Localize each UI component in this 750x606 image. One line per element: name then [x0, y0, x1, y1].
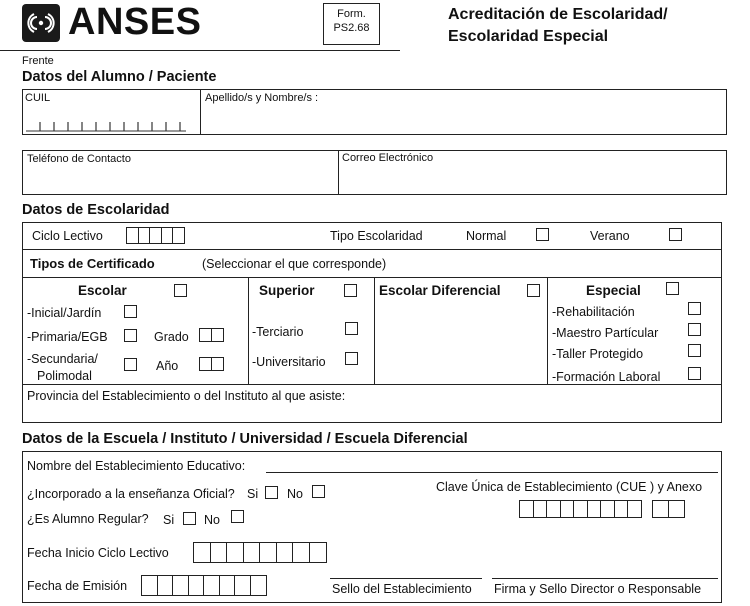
escolar-title: Escolar	[78, 283, 127, 298]
escolar-checkbox[interactable]	[174, 284, 187, 297]
inicial-label: -Inicial/Jardín	[27, 306, 102, 320]
secundaria-checkbox[interactable]	[124, 358, 137, 371]
incorporado-si-label: Si	[247, 487, 259, 501]
anexo-input[interactable]	[652, 500, 683, 518]
anses-logo	[22, 1, 212, 44]
rehabilitacion-label: -Rehabilitación	[552, 305, 635, 319]
form-label: Form.	[337, 8, 366, 20]
section-title-alumno: Datos del Alumno / Paciente	[22, 69, 217, 85]
superior-title: Superior	[259, 283, 315, 298]
normal-checkbox[interactable]	[536, 228, 549, 241]
anses-logo-icon	[22, 4, 60, 42]
apellido-label: Apellido/s y Nombre/s :	[205, 92, 319, 104]
firma-line	[492, 578, 718, 579]
fecha-emision-label: Fecha de Emisión	[27, 579, 128, 593]
maestro-checkbox[interactable]	[688, 323, 701, 336]
tipos-certificado-label: Tipos de Certificado	[30, 256, 155, 271]
incorporado-label: ¿Incorporado a la enseñanza Oficial?	[27, 487, 235, 501]
regular-si-checkbox[interactable]	[183, 512, 196, 525]
especial-checkbox[interactable]	[666, 282, 679, 295]
tipo-escolaridad-label: Tipo Escolaridad	[330, 229, 423, 243]
incorporado-no-label: No	[287, 487, 303, 501]
primaria-checkbox[interactable]	[124, 329, 137, 342]
sello-label: Sello del Establecimiento	[332, 582, 472, 596]
universitario-checkbox[interactable]	[345, 352, 358, 365]
provincia-label: Provincia del Establecimiento o del Instituto al que asiste:	[27, 389, 346, 403]
anio-input[interactable]	[199, 357, 222, 371]
provincia-input[interactable]	[26, 403, 716, 421]
side-label: Frente	[22, 55, 54, 67]
incorporado-si-checkbox[interactable]	[265, 486, 278, 499]
form-code-box	[323, 3, 380, 45]
sello-line	[330, 578, 482, 579]
cuil-label: CUIL	[25, 92, 51, 104]
correo-label: Correo Electrónico	[342, 152, 434, 164]
terciario-label: -Terciario	[252, 325, 304, 339]
ciclo-lectivo-label: Ciclo Lectivo	[32, 229, 103, 243]
diferencial-checkbox[interactable]	[527, 284, 540, 297]
normal-label: Normal	[466, 229, 507, 243]
telefono-label: Teléfono de Contacto	[27, 153, 131, 165]
regular-label: ¿Es Alumno Regular?	[27, 512, 149, 526]
grado-label: Grado	[154, 330, 189, 344]
primaria-label: -Primaria/EGB	[27, 330, 108, 344]
grado-input[interactable]	[199, 328, 222, 342]
rehabilitacion-checkbox[interactable]	[688, 302, 701, 315]
nombre-establecimiento-line[interactable]	[266, 472, 718, 473]
fecha-inicio-label: Fecha Inicio Ciclo Lectivo	[27, 546, 169, 560]
ciclo-lectivo-input[interactable]	[126, 227, 184, 244]
section-title-escolaridad: Datos de Escolaridad	[22, 202, 170, 218]
clave-cue-label: Clave Única de Establecimiento (CUE ) y Anexo	[436, 480, 703, 494]
taller-label: -Taller Protegido	[552, 347, 644, 361]
form-title-2: Escolaridad Especial	[448, 28, 609, 45]
regular-no-checkbox[interactable]	[231, 510, 244, 523]
incorporado-no-checkbox[interactable]	[312, 485, 325, 498]
formacion-label: -Formación Laboral	[552, 370, 661, 384]
form-code: PS2.68	[333, 22, 370, 34]
firma-label: Firma y Sello Director o Responsable	[494, 582, 702, 596]
regular-no-label: No	[204, 513, 220, 527]
inicial-checkbox[interactable]	[124, 305, 137, 318]
apellido-input[interactable]	[205, 108, 720, 132]
especial-title: Especial	[586, 283, 641, 298]
section-title-escuela: Datos de la Escuela / Instituto / Universidad / Escuela Diferencial	[22, 431, 468, 447]
form-title-1: Acreditación de Escolaridad/	[448, 6, 668, 23]
terciario-checkbox[interactable]	[345, 322, 358, 335]
verano-checkbox[interactable]	[669, 228, 682, 241]
telefono-input[interactable]	[26, 168, 334, 192]
nombre-establecimiento-label: Nombre del Establecimiento Educativo:	[27, 459, 246, 473]
secundaria-label-2: Polimodal	[37, 369, 92, 383]
anses-logo-text: ANSES	[68, 1, 202, 43]
diferencial-title: Escolar Diferencial	[379, 283, 501, 298]
formacion-checkbox[interactable]	[688, 367, 701, 380]
seleccionar-label: (Seleccionar el que corresponde)	[202, 257, 387, 271]
verano-label: Verano	[590, 229, 630, 243]
regular-si-label: Si	[163, 513, 175, 527]
cue-input[interactable]	[519, 500, 641, 518]
superior-checkbox[interactable]	[344, 284, 357, 297]
secundaria-label-1: -Secundaria/	[27, 352, 98, 366]
anio-label: Año	[156, 359, 179, 373]
correo-input[interactable]	[342, 168, 722, 192]
fecha-emision-input[interactable]	[141, 575, 265, 596]
universitario-label: -Universitario	[252, 355, 326, 369]
maestro-label: -Maestro Partícular	[552, 326, 659, 340]
cuil-field[interactable]	[26, 118, 196, 132]
fecha-inicio-input[interactable]	[193, 542, 325, 563]
taller-checkbox[interactable]	[688, 344, 701, 357]
